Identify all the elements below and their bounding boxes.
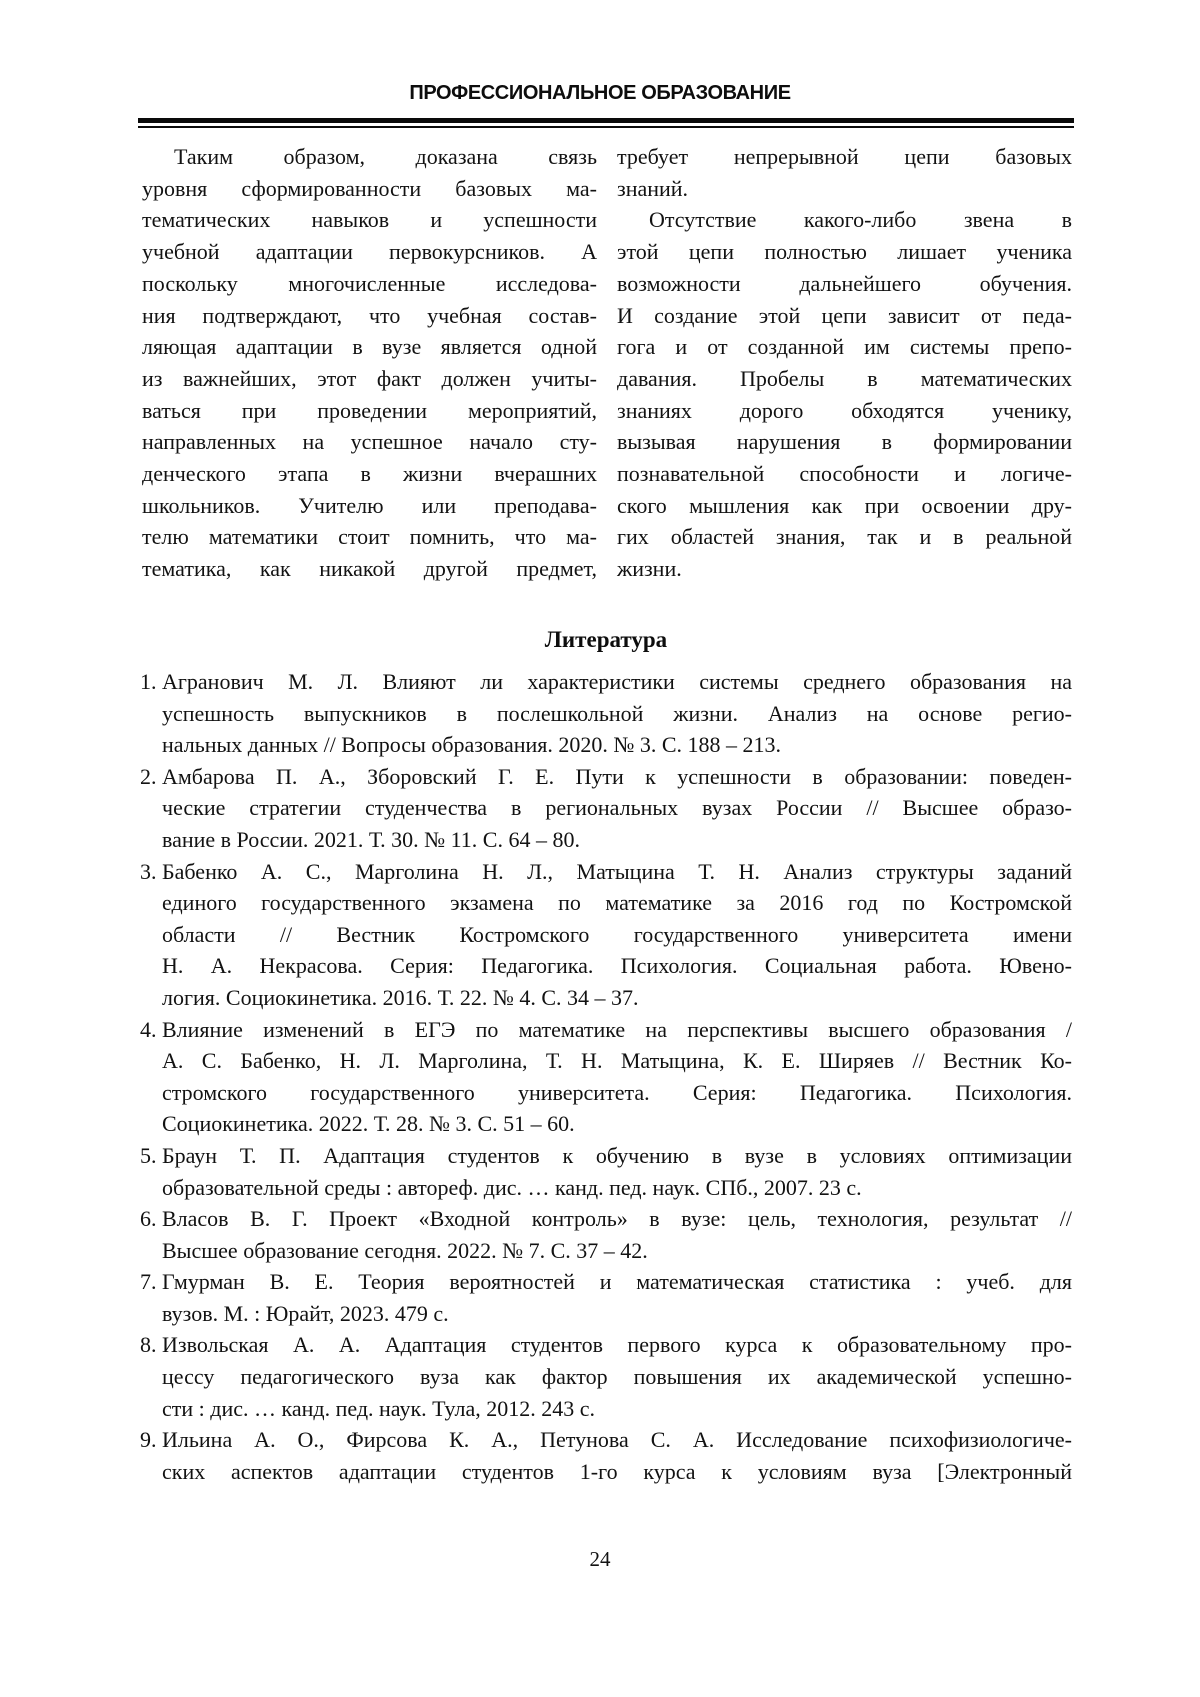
reference-item [140,666,1072,761]
text-line: успешность выпускников в послешкольной жизни. Анализ на основе регио- [162,700,1072,726]
reference-lines [162,856,1072,1014]
text-line: жизни. [617,556,682,582]
header-rule-thin [138,126,1074,128]
reference-item [140,856,1072,1014]
reference-lines [162,1266,1072,1329]
reference-item [140,761,1072,856]
page-number: 24 [589,1547,611,1571]
text-line: тематических навыков и успешности [142,207,597,233]
text-line: А. С. Бабенко, Н. Л. Марголина, Т. Н. Матыцина, К. Е. Ширяев // Вестник Ко- [162,1048,1072,1074]
text-line: возможности дальнейшего обучения. [617,270,1072,296]
reference-item [140,1329,1072,1424]
text-line: области // Вестник Костромского государственного университета имени [162,921,1072,947]
text-line: вызывая нарушения в формировании [617,429,1072,455]
reference-item [140,1424,1072,1487]
body-columns [142,141,1072,585]
reference-number: 3. [140,858,157,884]
text-line: Амбарова П. А., Зборовский Г. Е. Пути к успешности в образовании: поведен- [162,763,1072,789]
text-line: логия. Социокинетика. 2016. Т. 22. № 4. С. 34 – 37. [162,984,639,1010]
text-line: Таким образом, доказана связь [174,144,597,169]
text-line: поскольку многочисленные исследова- [142,270,597,296]
text-line: ваться при проведении мероприятий, [142,397,597,423]
reference-number: 4. [140,1016,157,1042]
text-line: ских аспектов адаптации студентов 1-го курса к условиям вуза [Электронный [162,1458,1072,1484]
text-line: этой цепи полностью лишает ученика [617,239,1072,265]
text-line: Браун Т. П. Адаптация студентов к обучению в вузе в условиях оптимизации [162,1142,1072,1168]
text-line: И создание этой цепи зависит от педа- [617,302,1072,328]
text-line: гих областей знания, так и в реальной [617,524,1072,550]
text-line: вание в России. 2021. Т. 30. № 11. С. 64 – 80. [162,826,580,852]
reference-lines [162,1424,1072,1487]
text-line: Гмурман В. Е. Теория вероятностей и математическая статистика : учеб. для [162,1269,1072,1295]
reference-lines [162,1329,1072,1424]
text-line: Социокинетика. 2022. Т. 28. № 3. С. 51 – 60. [162,1111,575,1137]
text-line: Ильина А. О., Фирсова К. А., Петунова С. А. Исследование психофизиологиче- [162,1427,1072,1453]
right-column [617,141,1072,585]
reference-number: 6. [140,1206,157,1232]
text-line: Влияние изменений в ЕГЭ по математике на перспективы высшего образования / [162,1016,1072,1042]
text-line: телю математики стоит помнить, что ма- [142,524,597,550]
reference-item [140,1140,1072,1203]
references-list [140,666,1072,1487]
reference-lines [162,666,1072,761]
text-line: знаний. [617,175,689,201]
text-line: Отсутствие какого-либо звена в [649,207,1072,233]
references-heading: Литература [544,627,668,652]
reference-item [140,1266,1072,1329]
text-line: цессу педагогического вуза как фактор повышения их академической успешно- [162,1364,1072,1390]
reference-item [140,1014,1072,1140]
text-line: ческие стратегии студенчества в региональных вузах России // Высшее образо- [162,795,1072,821]
header-title: ПРОФЕССИОНАЛЬНОЕ ОБРАЗОВАНИЕ [409,82,791,104]
text-line: образовательной среды : автореф. дис. … канд. пед. наук. СПб., 2007. 23 с. [162,1174,862,1200]
text-line: ния подтверждают, что учебная состав- [142,302,597,328]
text-line: Бабенко А. С., Марголина Н. Л., Матыцина Т. Н. Анализ структуры заданий [162,858,1072,884]
text-line: ляющая адаптации в вузе является одной [142,334,597,360]
text-line: Н. А. Некрасова. Серия: Педагогика. Психология. Социальная работа. Ювено- [162,953,1072,979]
reference-lines [162,1140,1072,1203]
text-line: вузов. М. : Юрайт, 2023. 479 с. [162,1300,449,1326]
text-line: Извольская А. А. Адаптация студентов первого курса к образовательному про- [162,1332,1072,1358]
text-line: Власов В. Г. Проект «Входной контроль» в вузе: цель, технология, результат // [162,1206,1072,1232]
text-line: школьников. Учителю или преподава- [142,492,597,518]
reference-number: 2. [140,763,157,789]
reference-item [140,1203,1072,1266]
text-line: учебной адаптации первокурсников. А [142,239,597,265]
text-line: сти : дис. … канд. пед. наук. Тула, 2012. 243 с. [162,1395,596,1421]
text-line: денческого этапа в жизни вчерашних [142,461,597,487]
text-line: знаниях дорого обходятся ученику, [617,397,1072,423]
reference-lines [162,1203,1072,1266]
text-line: тематика, как никакой другой предмет, [142,556,597,582]
reference-number: 9. [140,1427,157,1453]
header-rule [138,118,1074,128]
text-line: Агранович М. Л. Влияют ли характеристики системы среднего образования на [162,669,1072,694]
text-line: познавательной способности и логиче- [617,461,1072,487]
text-line: нальных данных // Вопросы образования. 2020. № 3. С. 188 – 213. [162,732,782,758]
reference-number: 8. [140,1332,157,1358]
text-line: направленных на успешное начало сту- [142,429,597,455]
text-line: давания. Пробелы в математических [617,365,1072,391]
reference-lines [162,1014,1072,1140]
reference-number: 7. [140,1269,157,1295]
text-line: из важнейших, этот факт должен учиты- [142,365,597,391]
text-line: стромского государственного университета. Серия: Педагогика. Психология. [162,1079,1072,1105]
left-column [142,141,597,585]
header-rule-thick [138,118,1074,123]
reference-lines [162,761,1072,856]
text-line: требует непрерывной цепи базовых [617,144,1072,169]
text-line: единого государственного экзамена по математике за 2016 год по Костромской [162,890,1072,916]
reference-number: 1. [140,669,157,694]
reference-number: 5. [140,1142,157,1168]
text-line: Высшее образование сегодня. 2022. № 7. С. 37 – 42. [162,1237,648,1263]
text-line: гога и от созданной им системы препо- [617,334,1072,360]
text-line: уровня сформированности базовых ма- [142,175,597,201]
text-line: ского мышления как при освоении дру- [617,492,1072,518]
